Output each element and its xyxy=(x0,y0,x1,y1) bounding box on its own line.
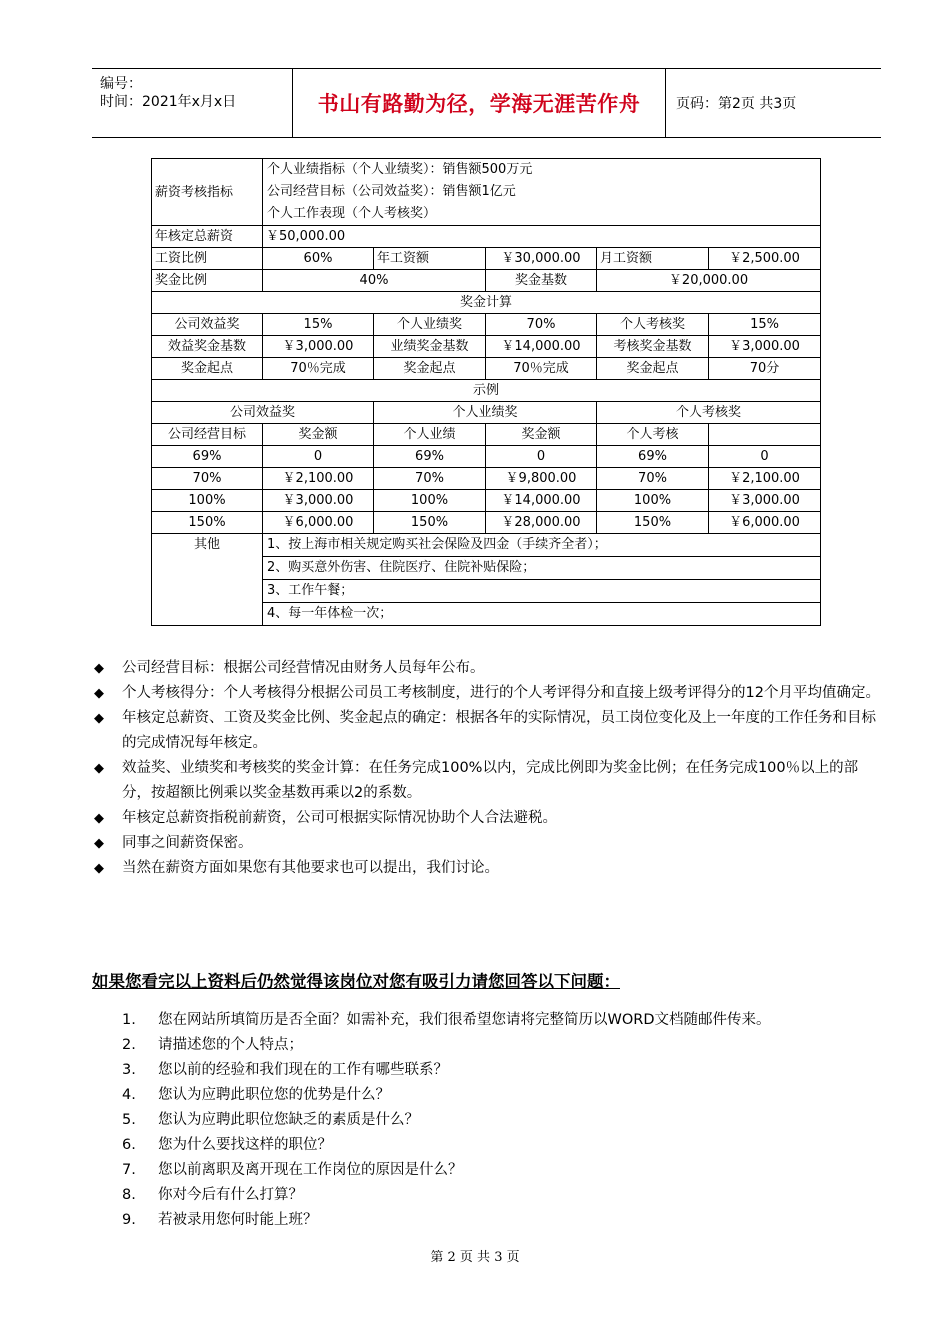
question-text: 您以前的经验和我们现在的工作有哪些联系？ xyxy=(158,1062,448,1078)
monthly-value: ￥2,500.00 xyxy=(709,248,821,270)
note-text: 年核定总薪资指税前薪资，公司可根据实际情况协助个人合法避税。 xyxy=(122,810,557,826)
other-items xyxy=(263,534,821,626)
table-cell: ￥3,000.00 xyxy=(709,336,821,358)
table-cell: ￥6,000.00 xyxy=(709,512,821,534)
list-item xyxy=(122,1058,771,1083)
list-item xyxy=(122,1208,771,1233)
header-page-info: 页码：第2页 共3页 xyxy=(676,96,797,112)
page-header xyxy=(92,68,881,138)
table-cell: 100% xyxy=(374,490,486,512)
question-text: 您认为应聘此职位您的优势是什么？ xyxy=(158,1087,390,1103)
diamond-bullet-icon: ◆ xyxy=(94,711,104,726)
salary-ratio-value: 60% xyxy=(263,248,374,270)
table-cell: 0 xyxy=(709,446,821,468)
diamond-bullet-icon: ◆ xyxy=(94,686,104,701)
note-text: 公司经营目标：根据公司经营情况由财务人员每年公布。 xyxy=(122,660,485,676)
annual-row xyxy=(152,226,821,248)
question-text: 若被录用您何时能上班？ xyxy=(158,1212,318,1228)
annual-value: ￥50,000.00 xyxy=(263,226,821,248)
annual-salary-label: 年工资额 xyxy=(374,248,486,270)
diamond-bullet-icon: ◆ xyxy=(94,861,104,876)
list-item xyxy=(122,1158,771,1183)
question-number: 3. xyxy=(122,1062,136,1078)
list-item xyxy=(122,1108,771,1133)
table-cell: 0 xyxy=(486,446,597,468)
question-text: 您以前离职及离开现在工作岗位的原因是什么？ xyxy=(158,1162,463,1178)
questions-title: 如果您看完以上资料后仍然觉得该岗位对您有吸引力请您回答以下问题： xyxy=(92,972,620,991)
example-row xyxy=(152,446,821,468)
table-cell: 奖金起点 xyxy=(152,358,263,380)
example-row xyxy=(152,490,821,512)
list-item xyxy=(92,831,884,856)
calc-row xyxy=(152,336,821,358)
question-text: 您认为应聘此职位您缺乏的素质是什么？ xyxy=(158,1112,419,1128)
table-cell: 个人考核奖 xyxy=(597,314,709,336)
question-number: 8. xyxy=(122,1187,136,1203)
other-label: 其他 xyxy=(152,534,263,626)
note-text: 同事之间薪资保密。 xyxy=(122,835,253,851)
question-number: 2. xyxy=(122,1037,136,1053)
example-group: 公司效益奖 xyxy=(152,402,374,424)
question-number: 7. xyxy=(122,1162,136,1178)
table-cell: 70分 xyxy=(709,358,821,380)
table-cell: 公司效益奖 xyxy=(152,314,263,336)
assessment-item: 个人业绩指标（个人业绩奖）：销售额500万元 xyxy=(267,162,533,177)
example-group: 个人考核奖 xyxy=(597,402,821,424)
note-text: 个人考核得分：个人考核得分根据公司员工考核制度，进行的个人考评得分和直接上级考评得分的12个月平均值确定。 xyxy=(122,685,880,701)
table-cell: 个人业绩奖 xyxy=(374,314,486,336)
table-cell: ￥3,000.00 xyxy=(263,490,374,512)
note-text: 年核定总薪资、工资及奖金比例、奖金起点的确定：根据各年的实际情况，员工岗位变化及上一年度的工作任务和目标的完成情况每年核定。 xyxy=(122,710,876,751)
question-number: 1. xyxy=(122,1012,136,1028)
bonus-ratio-value: 40% xyxy=(263,270,486,292)
bonus-base-value: ￥20,000.00 xyxy=(597,270,821,292)
bonus-calc-title: 奖金计算 xyxy=(152,292,821,314)
question-text: 请描述您的个人特点； xyxy=(158,1037,303,1053)
assessment-label: 薪资考核指标 xyxy=(152,159,263,226)
example-title: 示例 xyxy=(152,380,821,402)
monthly-label: 月工资额 xyxy=(597,248,709,270)
table-cell: 70% xyxy=(374,468,486,490)
table-cell: 150% xyxy=(152,512,263,534)
table-header-cell: 公司经营目标 xyxy=(152,424,263,446)
date-label: 时间：2021年x月x日 xyxy=(100,94,237,110)
table-cell: ￥2,100.00 xyxy=(263,468,374,490)
table-cell: 69% xyxy=(152,446,263,468)
other-item: 2、购买意外伤害、住院医疗、住院补贴保险； xyxy=(263,556,820,579)
annual-salary-value: ￥30,000.00 xyxy=(486,248,597,270)
note-text: 效益奖、业绩奖和考核奖的奖金计算：在任务完成100%以内，完成比例即为奖金比例；在任务完成100％以上的部分，按超额比例乘以奖金基数再乘以2的系数。 xyxy=(122,760,859,801)
table-cell: 考核奖金基数 xyxy=(597,336,709,358)
bonus-base-label: 奖金基数 xyxy=(486,270,597,292)
question-number: 4. xyxy=(122,1087,136,1103)
example-group-row xyxy=(152,402,821,424)
diamond-bullet-icon: ◆ xyxy=(94,836,104,851)
bonus-ratio-label: 奖金比例 xyxy=(152,270,263,292)
salary-table xyxy=(151,158,821,626)
table-cell: 69% xyxy=(374,446,486,468)
diamond-bullet-icon: ◆ xyxy=(94,811,104,826)
table-cell: 效益奖金基数 xyxy=(152,336,263,358)
header-meta xyxy=(92,69,293,137)
list-item xyxy=(92,806,884,831)
other-row xyxy=(152,534,821,626)
question-text: 您为什么要找这样的职位？ xyxy=(158,1137,332,1153)
table-cell: ￥28,000.00 xyxy=(486,512,597,534)
table-cell: ￥2,100.00 xyxy=(709,468,821,490)
calc-row xyxy=(152,358,821,380)
other-item: 1、按上海市相关规定购买社会保险及四金（手续齐全者）； xyxy=(267,537,607,552)
table-cell: 0 xyxy=(263,446,374,468)
table-cell: 69% xyxy=(597,446,709,468)
questions-list xyxy=(122,1008,771,1233)
table-header-cell xyxy=(709,424,821,446)
diamond-bullet-icon: ◆ xyxy=(94,761,104,776)
bonus-calc-title-row xyxy=(152,292,821,314)
list-item xyxy=(122,1133,771,1158)
table-cell: ￥14,000.00 xyxy=(486,490,597,512)
table-cell: 150% xyxy=(374,512,486,534)
page-footer: 第 2 页 共 3 页 xyxy=(430,1250,520,1265)
list-item xyxy=(92,656,884,681)
assessment-row xyxy=(152,159,821,226)
example-row xyxy=(152,468,821,490)
table-cell: 15% xyxy=(263,314,374,336)
assessment-items xyxy=(263,159,821,226)
list-item xyxy=(92,681,884,706)
table-cell: 15% xyxy=(709,314,821,336)
table-cell: 70％完成 xyxy=(486,358,597,380)
salary-ratio-row xyxy=(152,248,821,270)
example-header-row xyxy=(152,424,821,446)
table-cell: ￥3,000.00 xyxy=(263,336,374,358)
bonus-ratio-row xyxy=(152,270,821,292)
table-cell: 奖金起点 xyxy=(597,358,709,380)
table-cell: 奖金起点 xyxy=(374,358,486,380)
table-cell: 70％完成 xyxy=(263,358,374,380)
list-item xyxy=(92,706,884,756)
example-row xyxy=(152,512,821,534)
salary-ratio-label: 工资比例 xyxy=(152,248,263,270)
question-number: 5. xyxy=(122,1112,136,1128)
list-item xyxy=(122,1183,771,1208)
table-cell: ￥14,000.00 xyxy=(486,336,597,358)
table-header-cell: 个人业绩 xyxy=(374,424,486,446)
note-text: 当然在薪资方面如果您有其他要求也可以提出，我们讨论。 xyxy=(122,860,499,876)
list-item xyxy=(122,1008,771,1033)
table-cell: 100% xyxy=(152,490,263,512)
code-label: 编号： xyxy=(100,76,142,92)
table-cell: 100% xyxy=(597,490,709,512)
example-title-row xyxy=(152,380,821,402)
annual-label: 年核定总薪资 xyxy=(152,226,263,248)
assessment-item: 公司经营目标（公司效益奖）：销售额1亿元 xyxy=(267,184,516,199)
other-item: 4、每一年体检一次； xyxy=(263,602,820,625)
assessment-item: 个人工作表现（个人考核奖） xyxy=(267,206,437,221)
list-item xyxy=(122,1033,771,1058)
table-cell: ￥9,800.00 xyxy=(486,468,597,490)
table-header-cell: 奖金额 xyxy=(263,424,374,446)
list-item xyxy=(122,1083,771,1108)
table-header-cell: 个人考核 xyxy=(597,424,709,446)
other-item: 3、工作午餐； xyxy=(263,579,820,602)
table-cell: ￥6,000.00 xyxy=(263,512,374,534)
question-number: 6. xyxy=(122,1137,136,1153)
table-cell: 70% xyxy=(486,314,597,336)
table-cell: 70% xyxy=(597,468,709,490)
list-item xyxy=(92,856,884,881)
table-cell: 业绩奖金基数 xyxy=(374,336,486,358)
calc-row xyxy=(152,314,821,336)
question-text: 你对今后有什么打算？ xyxy=(158,1187,303,1203)
diamond-bullet-icon: ◆ xyxy=(94,661,104,676)
list-item xyxy=(92,756,884,806)
header-motto: 书山有路勤为径，学海无涯苦作舟 xyxy=(293,69,666,137)
question-text: 您在网站所填简历是否全面？如需补充，我们很希望您请将完整简历以WORD文档随邮件传来。 xyxy=(158,1012,771,1028)
notes-list xyxy=(92,656,884,881)
table-cell: 150% xyxy=(597,512,709,534)
table-cell: 70% xyxy=(152,468,263,490)
table-cell: ￥3,000.00 xyxy=(709,490,821,512)
question-number: 9. xyxy=(122,1212,136,1228)
example-group: 个人业绩奖 xyxy=(374,402,597,424)
table-header-cell: 奖金额 xyxy=(486,424,597,446)
